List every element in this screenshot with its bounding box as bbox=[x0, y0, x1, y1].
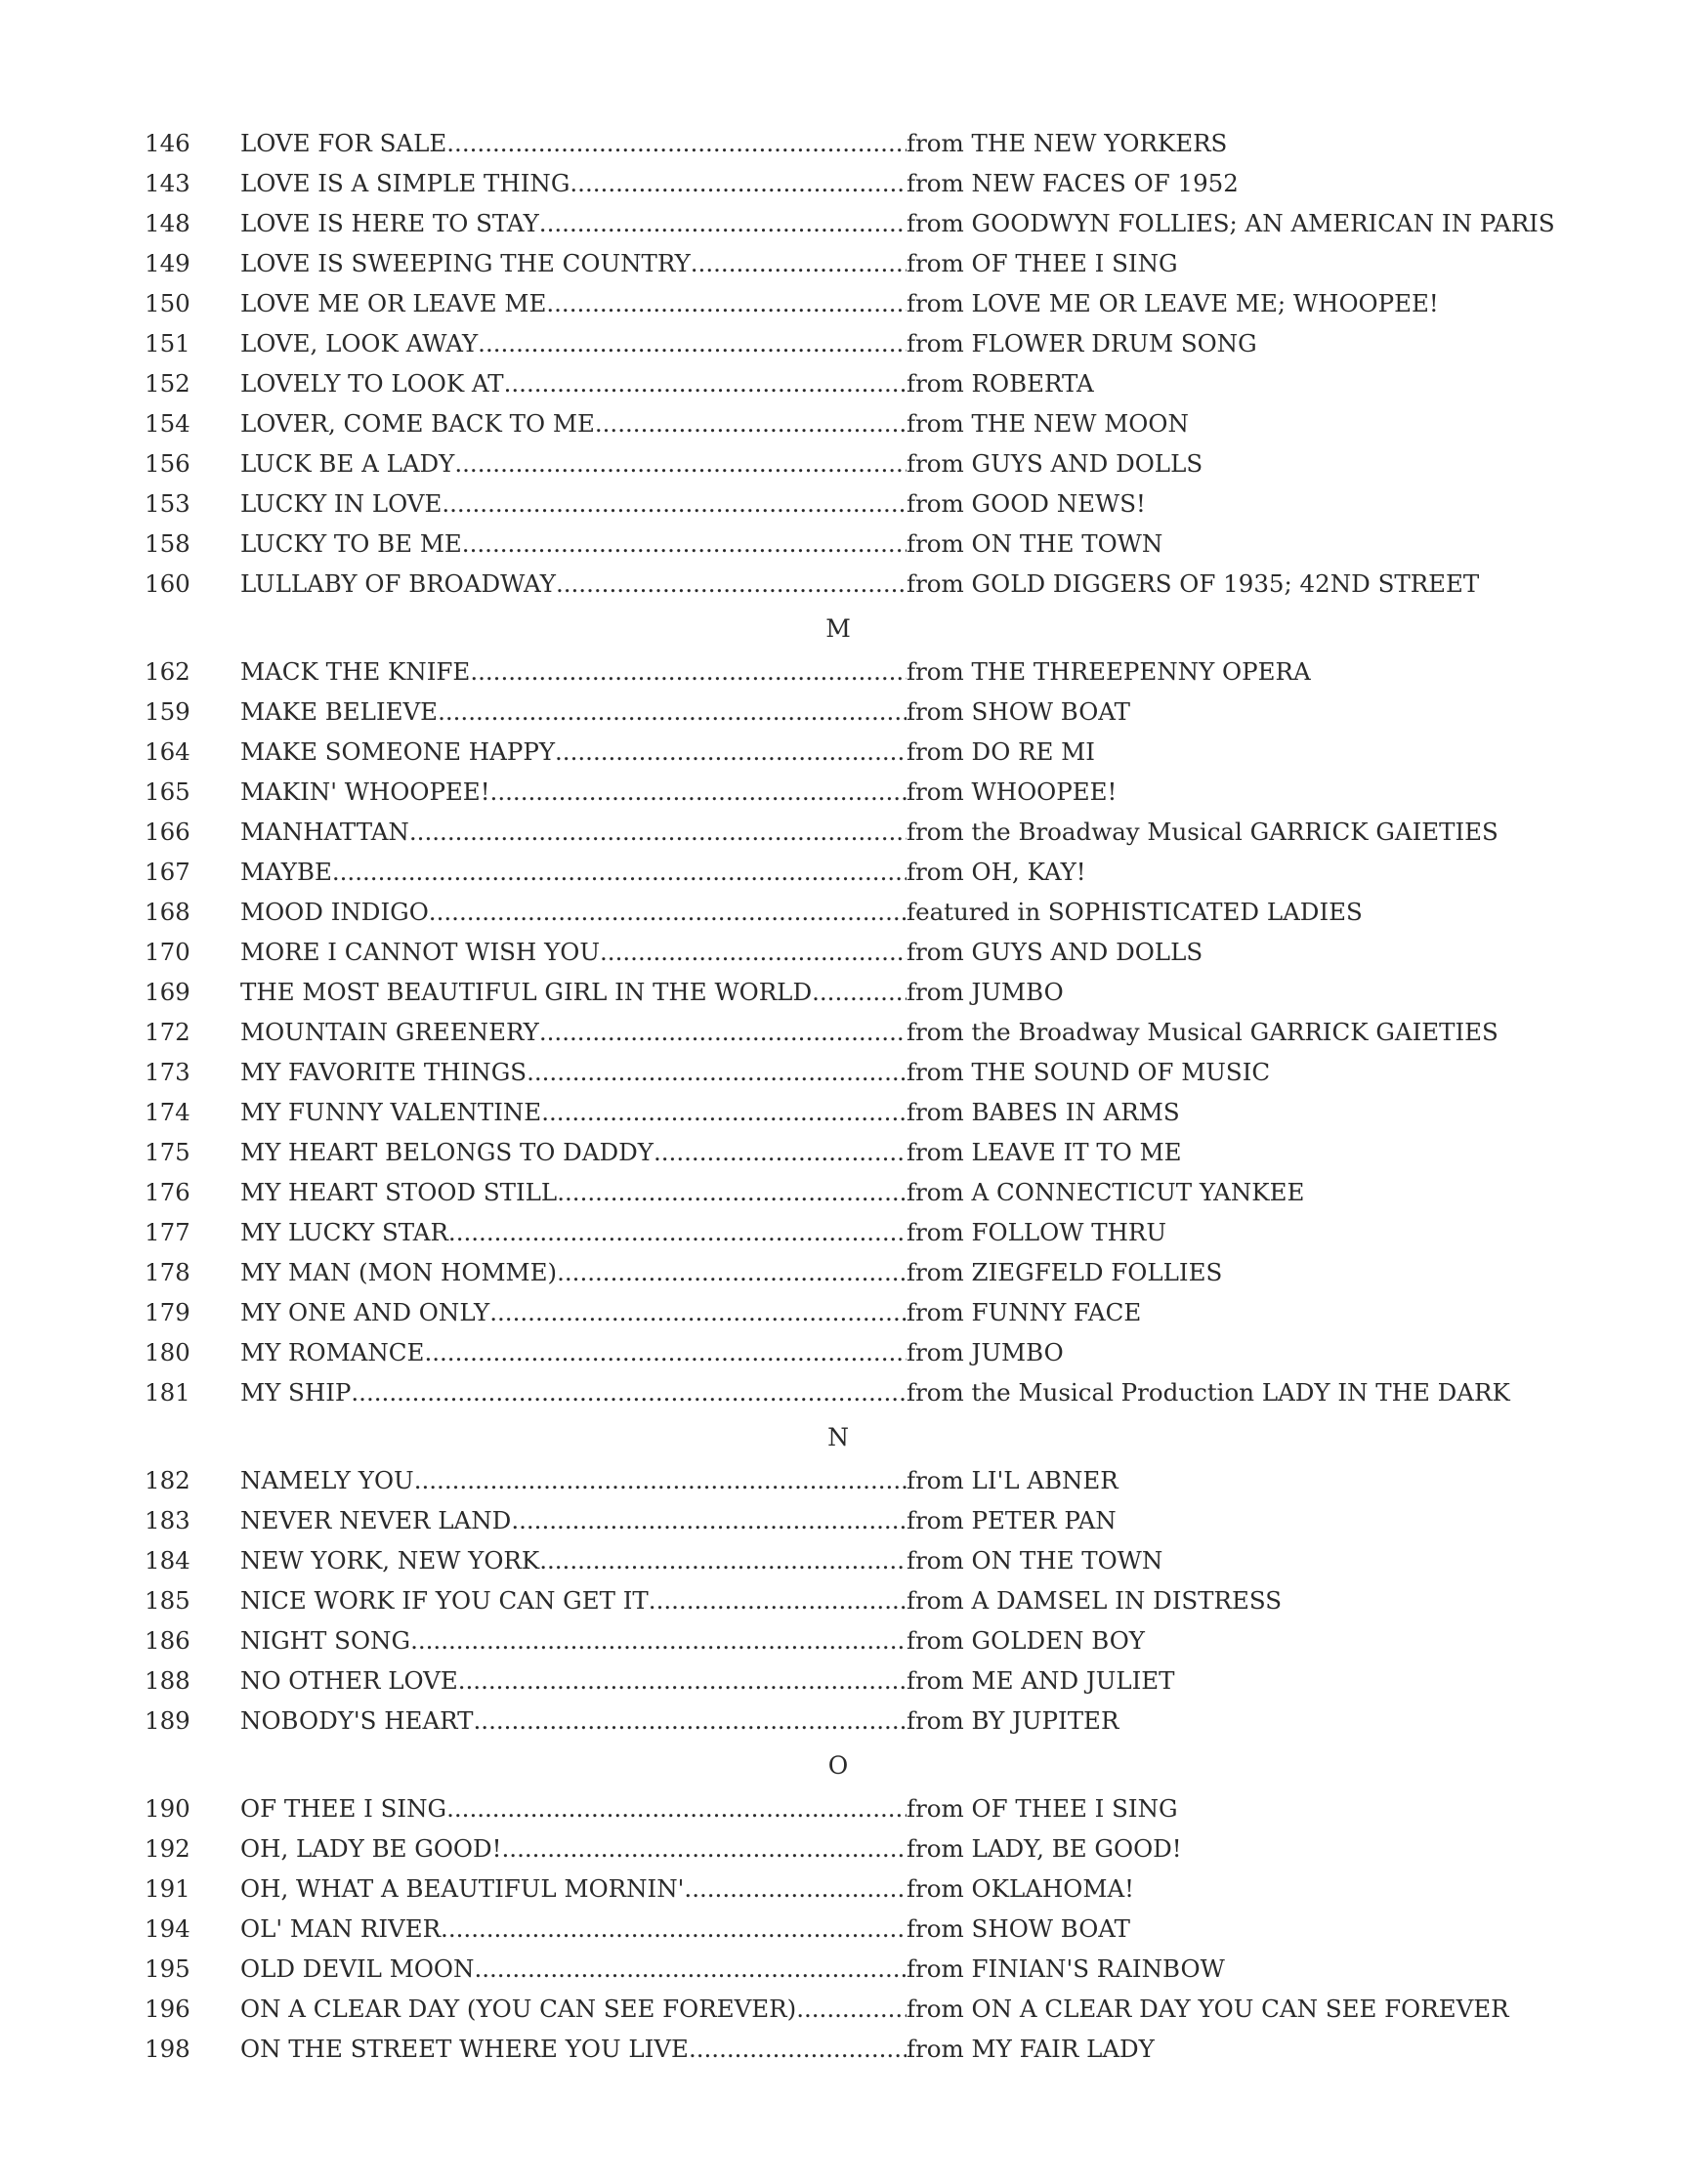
dot-leader bbox=[470, 651, 907, 692]
song-source: from the Broadway Musical GARRICK GAIETIES bbox=[907, 1018, 1498, 1046]
song-title: MOUNTAIN GREENERY bbox=[240, 1018, 539, 1046]
index-entry bbox=[145, 812, 1571, 852]
dot-leader bbox=[527, 1052, 907, 1092]
dot-leader bbox=[539, 1012, 907, 1052]
song-source: from LADY, BE GOOD! bbox=[907, 1834, 1182, 1863]
index-entry bbox=[145, 564, 1571, 604]
page-number: 182 bbox=[145, 1466, 190, 1494]
dot-leader bbox=[557, 1252, 907, 1292]
dot-leader bbox=[409, 812, 907, 852]
entry-title-leader bbox=[240, 651, 907, 692]
entry-title-leader bbox=[240, 1252, 907, 1292]
song-source: from SHOW BOAT bbox=[907, 1914, 1130, 1943]
page-number: 152 bbox=[145, 369, 190, 398]
index-entry bbox=[145, 203, 1571, 243]
dot-leader bbox=[458, 1660, 907, 1701]
page-number: 172 bbox=[145, 1018, 190, 1046]
entry-title-leader bbox=[240, 932, 907, 972]
dot-leader bbox=[812, 972, 907, 1012]
song-title: ON THE STREET WHERE YOU LIVE bbox=[240, 2035, 689, 2063]
index-entry bbox=[145, 972, 1571, 1012]
song-source: from ON THE TOWN bbox=[907, 1546, 1163, 1575]
index-entry bbox=[145, 163, 1571, 203]
index-entry bbox=[145, 2029, 1571, 2069]
entry-title-leader bbox=[240, 1052, 907, 1092]
song-title: THE MOST BEAUTIFUL GIRL IN THE WORLD bbox=[240, 978, 813, 1006]
song-title: LOVE IS SWEEPING THE COUNTRY bbox=[240, 249, 691, 277]
index-entry bbox=[145, 772, 1571, 812]
page-number: 169 bbox=[145, 978, 190, 1006]
index-entry bbox=[145, 1092, 1571, 1132]
index-entry bbox=[145, 1132, 1571, 1172]
dot-leader bbox=[649, 1580, 907, 1620]
index-entry bbox=[145, 892, 1571, 932]
song-source: from PETER PAN bbox=[907, 1506, 1117, 1534]
page-number: 154 bbox=[145, 409, 190, 438]
entry-title-leader bbox=[240, 732, 907, 772]
dot-leader bbox=[600, 932, 907, 972]
song-title: MAKIN' WHOOPEE! bbox=[240, 777, 490, 806]
page-number: 170 bbox=[145, 938, 190, 966]
song-title: MY FAVORITE THINGS bbox=[240, 1058, 528, 1086]
entry-title-leader bbox=[240, 972, 907, 1012]
dot-leader bbox=[489, 1292, 907, 1332]
page-number: 175 bbox=[145, 1138, 190, 1166]
index-entry bbox=[145, 524, 1571, 564]
song-source: from OKLAHOMA! bbox=[907, 1874, 1134, 1903]
entry-title-leader bbox=[240, 1212, 907, 1252]
entry-title-leader bbox=[240, 892, 907, 932]
song-title: LULLABY OF BROADWAY bbox=[240, 569, 556, 598]
page-number: 150 bbox=[145, 289, 190, 317]
index-entry bbox=[145, 1949, 1571, 1989]
page-number: 196 bbox=[145, 1995, 190, 2023]
dot-leader bbox=[410, 1620, 907, 1660]
page-number: 160 bbox=[145, 569, 190, 598]
entry-title-leader bbox=[240, 852, 907, 892]
entry-title-leader bbox=[240, 283, 907, 323]
index-entry bbox=[145, 732, 1571, 772]
song-source: from GOLDEN BOY bbox=[907, 1626, 1145, 1655]
song-title: MY SHIP bbox=[240, 1378, 352, 1407]
song-title: MY MAN (MON HOMME) bbox=[240, 1258, 558, 1286]
song-source: from ZIEGFELD FOLLIES bbox=[907, 1258, 1223, 1286]
entry-title-leader bbox=[240, 443, 907, 483]
entry-title-leader bbox=[240, 812, 907, 852]
page-number: 153 bbox=[145, 489, 190, 518]
dot-leader bbox=[446, 1788, 907, 1828]
song-source: from OH, KAY! bbox=[907, 858, 1086, 886]
song-source: from FINIAN'S RAINBOW bbox=[907, 1954, 1225, 1983]
song-title: ON A CLEAR DAY (YOU CAN SEE FOREVER) bbox=[240, 1995, 797, 2023]
page-number: 158 bbox=[145, 529, 190, 558]
page-number: 165 bbox=[145, 777, 190, 806]
song-title: NICE WORK IF YOU CAN GET IT bbox=[240, 1586, 649, 1615]
song-title: MY ROMANCE bbox=[240, 1338, 425, 1366]
dot-leader bbox=[539, 203, 907, 243]
song-source: from FUNNY FACE bbox=[907, 1298, 1142, 1326]
index-entry bbox=[145, 1460, 1571, 1500]
index-entry bbox=[145, 323, 1571, 363]
section-letter: M bbox=[825, 614, 851, 643]
song-title: LUCKY IN LOVE bbox=[240, 489, 443, 518]
song-title: OH, LADY BE GOOD! bbox=[240, 1834, 502, 1863]
song-source: from LI'L ABNER bbox=[907, 1466, 1118, 1494]
page-number: 178 bbox=[145, 1258, 190, 1286]
entry-title-leader bbox=[240, 1828, 907, 1869]
entry-title-leader bbox=[240, 1012, 907, 1052]
entry-title-leader bbox=[240, 1989, 907, 2029]
song-source: from FLOWER DRUM SONG bbox=[907, 329, 1257, 357]
song-source: from DO RE MI bbox=[907, 737, 1095, 766]
song-source: from GOLD DIGGERS OF 1935; 42ND STREET bbox=[907, 569, 1480, 598]
dot-leader bbox=[570, 163, 907, 203]
song-title: NIGHT SONG bbox=[240, 1626, 411, 1655]
song-source: from GOOD NEWS! bbox=[907, 489, 1146, 518]
song-source: from the Broadway Musical GARRICK GAIETIES bbox=[907, 818, 1498, 846]
index-entry bbox=[145, 1172, 1571, 1212]
dot-leader bbox=[454, 443, 907, 483]
entry-title-leader bbox=[240, 1701, 907, 1741]
song-title: OF THEE I SING bbox=[240, 1794, 447, 1823]
page-number: 180 bbox=[145, 1338, 190, 1366]
song-source: from ON THE TOWN bbox=[907, 529, 1163, 558]
entry-title-leader bbox=[240, 1292, 907, 1332]
dot-leader bbox=[424, 1332, 907, 1372]
song-source: from LEAVE IT TO ME bbox=[907, 1138, 1182, 1166]
song-title: MACK THE KNIFE bbox=[240, 657, 471, 686]
entry-title-leader bbox=[240, 363, 907, 403]
song-source: from ON A CLEAR DAY YOU CAN SEE FOREVER bbox=[907, 1995, 1509, 2023]
page-number: 189 bbox=[145, 1706, 190, 1735]
entry-title-leader bbox=[240, 483, 907, 524]
entry-title-leader bbox=[240, 203, 907, 243]
dot-leader bbox=[684, 1869, 907, 1909]
song-source: from MY FAIR LADY bbox=[907, 2035, 1155, 2063]
page-number: 176 bbox=[145, 1178, 190, 1206]
song-source: from JUMBO bbox=[907, 1338, 1064, 1366]
song-source: from GUYS AND DOLLS bbox=[907, 938, 1203, 966]
song-source: from WHOOPEE! bbox=[907, 777, 1118, 806]
entry-title-leader bbox=[240, 1332, 907, 1372]
entry-title-leader bbox=[240, 323, 907, 363]
song-title: LOVE ME OR LEAVE ME bbox=[240, 289, 547, 317]
page-number: 194 bbox=[145, 1914, 190, 1943]
index-entry bbox=[145, 1620, 1571, 1660]
index-entry bbox=[145, 443, 1571, 483]
index-entry bbox=[145, 1701, 1571, 1741]
dot-leader bbox=[490, 772, 907, 812]
song-source: from A CONNECTICUT YANKEE bbox=[907, 1178, 1305, 1206]
song-title: LOVE, LOOK AWAY bbox=[240, 329, 479, 357]
index-entry bbox=[145, 1660, 1571, 1701]
page-number: 164 bbox=[145, 737, 190, 766]
index-entry bbox=[145, 1869, 1571, 1909]
index-entry bbox=[145, 1052, 1571, 1092]
entry-title-leader bbox=[240, 1660, 907, 1701]
song-source: from ME AND JULIET bbox=[907, 1666, 1175, 1695]
page-number: 190 bbox=[145, 1794, 190, 1823]
song-source: from THE SOUND OF MUSIC bbox=[907, 1058, 1271, 1086]
page-number: 151 bbox=[145, 329, 190, 357]
entry-title-leader bbox=[240, 1172, 907, 1212]
entry-title-leader bbox=[240, 123, 907, 163]
index-entry bbox=[145, 1252, 1571, 1292]
dot-leader bbox=[511, 1500, 907, 1540]
song-title: MY ONE AND ONLY bbox=[240, 1298, 490, 1326]
dot-leader bbox=[546, 283, 907, 323]
song-title: NOBODY'S HEART bbox=[240, 1706, 474, 1735]
dot-leader bbox=[438, 692, 907, 732]
page-number: 143 bbox=[145, 169, 190, 197]
page-number: 168 bbox=[145, 898, 190, 926]
dot-leader bbox=[474, 1701, 907, 1741]
index-entry bbox=[145, 123, 1571, 163]
song-source: from JUMBO bbox=[907, 978, 1064, 1006]
dot-leader bbox=[474, 1949, 907, 1989]
song-source: from THE NEW MOON bbox=[907, 409, 1189, 438]
dot-leader bbox=[595, 403, 907, 443]
dot-leader bbox=[441, 1909, 907, 1949]
song-source: from SHOW BOAT bbox=[907, 697, 1130, 726]
song-title: NEVER NEVER LAND bbox=[240, 1506, 512, 1534]
song-title: NO OTHER LOVE bbox=[240, 1666, 458, 1695]
song-source: from OF THEE I SING bbox=[907, 1794, 1178, 1823]
page-number: 149 bbox=[145, 249, 190, 277]
index-entry bbox=[145, 243, 1571, 283]
dot-leader bbox=[504, 363, 907, 403]
song-title: NEW YORK, NEW YORK bbox=[240, 1546, 540, 1575]
song-source: from FOLLOW THRU bbox=[907, 1218, 1167, 1246]
dot-leader bbox=[448, 1212, 907, 1252]
song-title: LUCK BE A LADY bbox=[240, 449, 455, 478]
page-number: 181 bbox=[145, 1378, 190, 1407]
song-title: NAMELY YOU bbox=[240, 1466, 414, 1494]
song-source: from A DAMSEL IN DISTRESS bbox=[907, 1586, 1282, 1615]
index-entry bbox=[145, 1012, 1571, 1052]
song-source: from BY JUPITER bbox=[907, 1706, 1119, 1735]
entry-title-leader bbox=[240, 692, 907, 732]
page-number: 186 bbox=[145, 1626, 190, 1655]
index-entry bbox=[145, 852, 1571, 892]
entry-title-leader bbox=[240, 163, 907, 203]
page-number: 162 bbox=[145, 657, 190, 686]
song-source: from ROBERTA bbox=[907, 369, 1094, 398]
index-entry bbox=[145, 932, 1571, 972]
song-title: MAKE SOMEONE HAPPY bbox=[240, 737, 555, 766]
entry-title-leader bbox=[240, 1788, 907, 1828]
index-entry bbox=[145, 651, 1571, 692]
page-number: 198 bbox=[145, 2035, 190, 2063]
song-title: MAYBE bbox=[240, 858, 332, 886]
index-entry bbox=[145, 692, 1571, 732]
dot-leader bbox=[654, 1132, 907, 1172]
song-title: LOVE IS HERE TO STAY bbox=[240, 209, 539, 237]
page-number: 177 bbox=[145, 1218, 190, 1246]
page-number: 166 bbox=[145, 818, 190, 846]
dot-leader bbox=[442, 483, 907, 524]
dot-leader bbox=[539, 1540, 907, 1580]
index-entry bbox=[145, 1540, 1571, 1580]
page-number: 185 bbox=[145, 1586, 190, 1615]
entry-title-leader bbox=[240, 1092, 907, 1132]
song-title: OL' MAN RIVER bbox=[240, 1914, 442, 1943]
entry-title-leader bbox=[240, 1949, 907, 1989]
dot-leader bbox=[796, 1989, 907, 2029]
song-source: featured in SOPHISTICATED LADIES bbox=[907, 898, 1363, 926]
index-entry bbox=[145, 1372, 1571, 1412]
song-title: LOVER, COME BACK TO ME bbox=[240, 409, 595, 438]
entry-title-leader bbox=[240, 772, 907, 812]
page-number: 192 bbox=[145, 1834, 190, 1863]
entry-title-leader bbox=[240, 1500, 907, 1540]
dot-leader bbox=[541, 1092, 907, 1132]
page-number: 184 bbox=[145, 1546, 190, 1575]
song-title: MY HEART BELONGS TO DADDY bbox=[240, 1138, 654, 1166]
song-title: MORE I CANNOT WISH YOU bbox=[240, 938, 600, 966]
entry-title-leader bbox=[240, 1580, 907, 1620]
page-number: 188 bbox=[145, 1666, 190, 1695]
song-title: MANHATTAN bbox=[240, 818, 409, 846]
page-number: 179 bbox=[145, 1298, 190, 1326]
index-entry bbox=[145, 1989, 1571, 2029]
page-number: 146 bbox=[145, 129, 190, 157]
song-source: from BABES IN ARMS bbox=[907, 1098, 1180, 1126]
page-number: 148 bbox=[145, 209, 190, 237]
song-source: from NEW FACES OF 1952 bbox=[907, 169, 1239, 197]
index-entry bbox=[145, 1788, 1571, 1828]
song-title: LOVELY TO LOOK AT bbox=[240, 369, 504, 398]
song-title: MAKE BELIEVE bbox=[240, 697, 439, 726]
dot-leader bbox=[691, 243, 907, 283]
page-number: 195 bbox=[145, 1954, 190, 1983]
song-title: LUCKY TO BE ME bbox=[240, 529, 462, 558]
entry-title-leader bbox=[240, 564, 907, 604]
entry-title-leader bbox=[240, 1909, 907, 1949]
entry-title-leader bbox=[240, 1132, 907, 1172]
song-title: LOVE IS A SIMPLE THING bbox=[240, 169, 570, 197]
entry-title-leader bbox=[240, 403, 907, 443]
page-number: 191 bbox=[145, 1874, 190, 1903]
index-entry bbox=[145, 283, 1571, 323]
entry-title-leader bbox=[240, 1540, 907, 1580]
page-number: 183 bbox=[145, 1506, 190, 1534]
entry-title-leader bbox=[240, 1372, 907, 1412]
page-number: 156 bbox=[145, 449, 190, 478]
dot-leader bbox=[555, 732, 907, 772]
entry-title-leader bbox=[240, 1460, 907, 1500]
song-source: from LOVE ME OR LEAVE ME; WHOOPEE! bbox=[907, 289, 1439, 317]
song-index bbox=[145, 123, 1571, 2069]
page-number: 173 bbox=[145, 1058, 190, 1086]
dot-leader bbox=[557, 1172, 907, 1212]
index-entry bbox=[145, 1828, 1571, 1869]
index-entry bbox=[145, 1332, 1571, 1372]
song-source: from the Musical Production LADY IN THE DARK bbox=[907, 1378, 1510, 1407]
dot-leader bbox=[502, 1828, 907, 1869]
dot-leader bbox=[332, 852, 907, 892]
entry-title-leader bbox=[240, 524, 907, 564]
dot-leader bbox=[414, 1460, 907, 1500]
entry-title-leader bbox=[240, 243, 907, 283]
page-number: 167 bbox=[145, 858, 190, 886]
index-entry bbox=[145, 483, 1571, 524]
song-source: from THE NEW YORKERS bbox=[907, 129, 1228, 157]
dot-leader bbox=[478, 323, 907, 363]
index-entry bbox=[145, 1212, 1571, 1252]
index-entry bbox=[145, 1292, 1571, 1332]
song-title: LOVE FOR SALE bbox=[240, 129, 447, 157]
page-number: 174 bbox=[145, 1098, 190, 1126]
index-entry bbox=[145, 1580, 1571, 1620]
entry-title-leader bbox=[240, 2029, 907, 2069]
song-title: MY HEART STOOD STILL bbox=[240, 1178, 558, 1206]
section-letter: N bbox=[827, 1423, 849, 1451]
section-letter: O bbox=[827, 1751, 849, 1780]
song-title: MY LUCKY STAR bbox=[240, 1218, 448, 1246]
song-source: from GUYS AND DOLLS bbox=[907, 449, 1203, 478]
song-source: from GOODWYN FOLLIES; AN AMERICAN IN PARIS bbox=[907, 209, 1555, 237]
index-entry bbox=[145, 403, 1571, 443]
song-title: MY FUNNY VALENTINE bbox=[240, 1098, 542, 1126]
index-entry bbox=[145, 1500, 1571, 1540]
dot-leader bbox=[351, 1372, 907, 1412]
entry-title-leader bbox=[240, 1620, 907, 1660]
song-title: OH, WHAT A BEAUTIFUL MORNIN' bbox=[240, 1874, 685, 1903]
song-source: from OF THEE I SING bbox=[907, 249, 1178, 277]
index-entry bbox=[145, 1909, 1571, 1949]
dot-leader bbox=[446, 123, 907, 163]
entry-title-leader bbox=[240, 1869, 907, 1909]
song-title: MOOD INDIGO bbox=[240, 898, 429, 926]
dot-leader bbox=[689, 2029, 907, 2069]
dot-leader bbox=[462, 524, 907, 564]
song-source: from THE THREEPENNY OPERA bbox=[907, 657, 1311, 686]
song-title: OLD DEVIL MOON bbox=[240, 1954, 475, 1983]
page-number: 159 bbox=[145, 697, 190, 726]
dot-leader bbox=[429, 892, 907, 932]
dot-leader bbox=[556, 564, 907, 604]
index-entry bbox=[145, 363, 1571, 403]
